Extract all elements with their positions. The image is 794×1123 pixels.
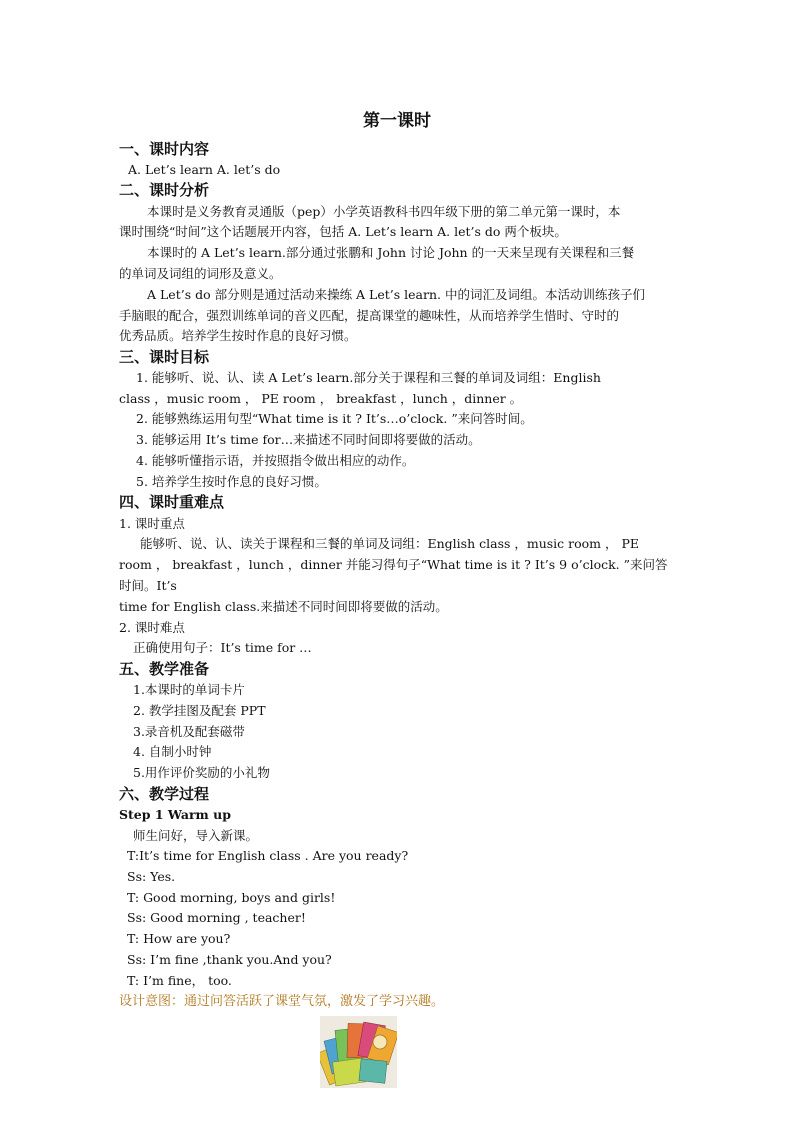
paragraph-line: 手脑眼的配合，强烈训练单词的音义匹配，提高课堂的趣味性，从而培养学生惜时、守时的 bbox=[119, 308, 620, 323]
objective-item: 2. 能够熟练运用句型“What time is it ? It’s…o’clock. ”来问答时间。 bbox=[136, 411, 533, 426]
material-item: 4. 自制小时钟 bbox=[133, 744, 212, 759]
objective-item: 5. 培养学生按时作息的良好习惯。 bbox=[136, 474, 327, 489]
paragraph-line: 的单词及词组的词形及意义。 bbox=[119, 266, 282, 281]
objective-item: 3. 能够运用 It’s time for…来描述不同时间即将要做的活动。 bbox=[136, 432, 481, 447]
page-title: 第一课时 bbox=[363, 111, 431, 131]
paragraph-line: 本课时是义务教育灵通版（pep）小学英语教科书四年级下册的第二单元第一课时，本 bbox=[147, 204, 621, 219]
paragraph-line: 时间。It’s bbox=[119, 578, 177, 593]
material-item: 1.本课时的单词卡片 bbox=[133, 682, 245, 697]
paragraph-line: 课时围绕“时间”这个话题展开内容，包括 A. Let’s learn A. let’s do 两个板块。 bbox=[119, 224, 567, 239]
material-item: 2. 教学挂图及配套 PPT bbox=[133, 703, 266, 718]
section-1-heading: 一、课时内容 bbox=[119, 140, 210, 158]
section-5-heading: 五、教学准备 bbox=[119, 660, 210, 678]
paragraph-line: 能够听、说、认、读关于课程和三餐的单词及词组：English class ，music room ， PE bbox=[140, 536, 640, 551]
paragraph-line: 本课时的 A Let’s learn.部分通过张鹏和 John 讨论 John 的一天来呈现有关课程和三餐 bbox=[147, 245, 635, 260]
dialogue-line: T: How are you? bbox=[127, 931, 231, 946]
section-4-heading: 四、课时重难点 bbox=[119, 493, 225, 511]
dialogue-line: Ss: Yes. bbox=[127, 869, 176, 884]
objective-item: class ，music room ， PE room ， breakfast ，lunch ，dinner 。 bbox=[119, 391, 523, 406]
paragraph-line: 师生问好，导入新课。 bbox=[133, 828, 259, 843]
objective-item: 4. 能够听懂指示语，并按照指令做出相应的动作。 bbox=[136, 453, 415, 468]
subheading: 2. 课时难点 bbox=[119, 620, 185, 635]
subheading: 1. 课时重点 bbox=[119, 516, 185, 531]
dialogue-line: T: I’m fine， too. bbox=[127, 973, 232, 988]
dialogue-line: Ss: Good morning , teacher! bbox=[127, 910, 306, 925]
paragraph-line: 正确使用句子：It’s time for … bbox=[133, 640, 312, 655]
material-item: 3.录音机及配套磁带 bbox=[133, 724, 245, 739]
section-2-heading: 二、课时分析 bbox=[119, 181, 210, 199]
section-3-heading: 三、课时目标 bbox=[119, 348, 210, 366]
objective-item: 1. 能够听、说、认、读 A Let’s learn.部分关于课程和三餐的单词及词组：English bbox=[136, 370, 601, 385]
paragraph-line: 优秀品质。培养学生按时作息的良好习惯。 bbox=[119, 328, 357, 343]
paragraph-line: room ， breakfast ，lunch ，dinner 并能习得句子“What time is it ? It’s 9 o’clock. ”来问答 bbox=[119, 557, 668, 572]
section-1-content: A. Let’s learn A. let’s do bbox=[128, 162, 281, 177]
step-heading: Step 1 Warm up bbox=[119, 807, 231, 822]
section-6-heading: 六、教学过程 bbox=[119, 785, 210, 803]
dialogue-line: Ss: I’m fine ,thank you.And you? bbox=[127, 952, 332, 967]
design-intent: 设计意图：通过问答活跃了课堂气氛，激发了学习兴趣。 bbox=[119, 994, 445, 1009]
paragraph-line: time for English class.来描述不同时间即将要做的活动。 bbox=[119, 599, 448, 614]
paragraph-line: A Let’s do 部分则是通过活动来操练 A Let’s learn. 中的词汇及词组。本活动训练孩子们 bbox=[147, 287, 645, 302]
flashcards-image bbox=[320, 1016, 397, 1088]
dialogue-line: T:It’s time for English class . Are you ready? bbox=[127, 848, 409, 863]
flashcards-illustration bbox=[320, 1016, 397, 1088]
dialogue-line: T: Good morning, boys and girls! bbox=[127, 890, 336, 905]
material-item: 5.用作评价奖励的小礼物 bbox=[133, 765, 270, 780]
